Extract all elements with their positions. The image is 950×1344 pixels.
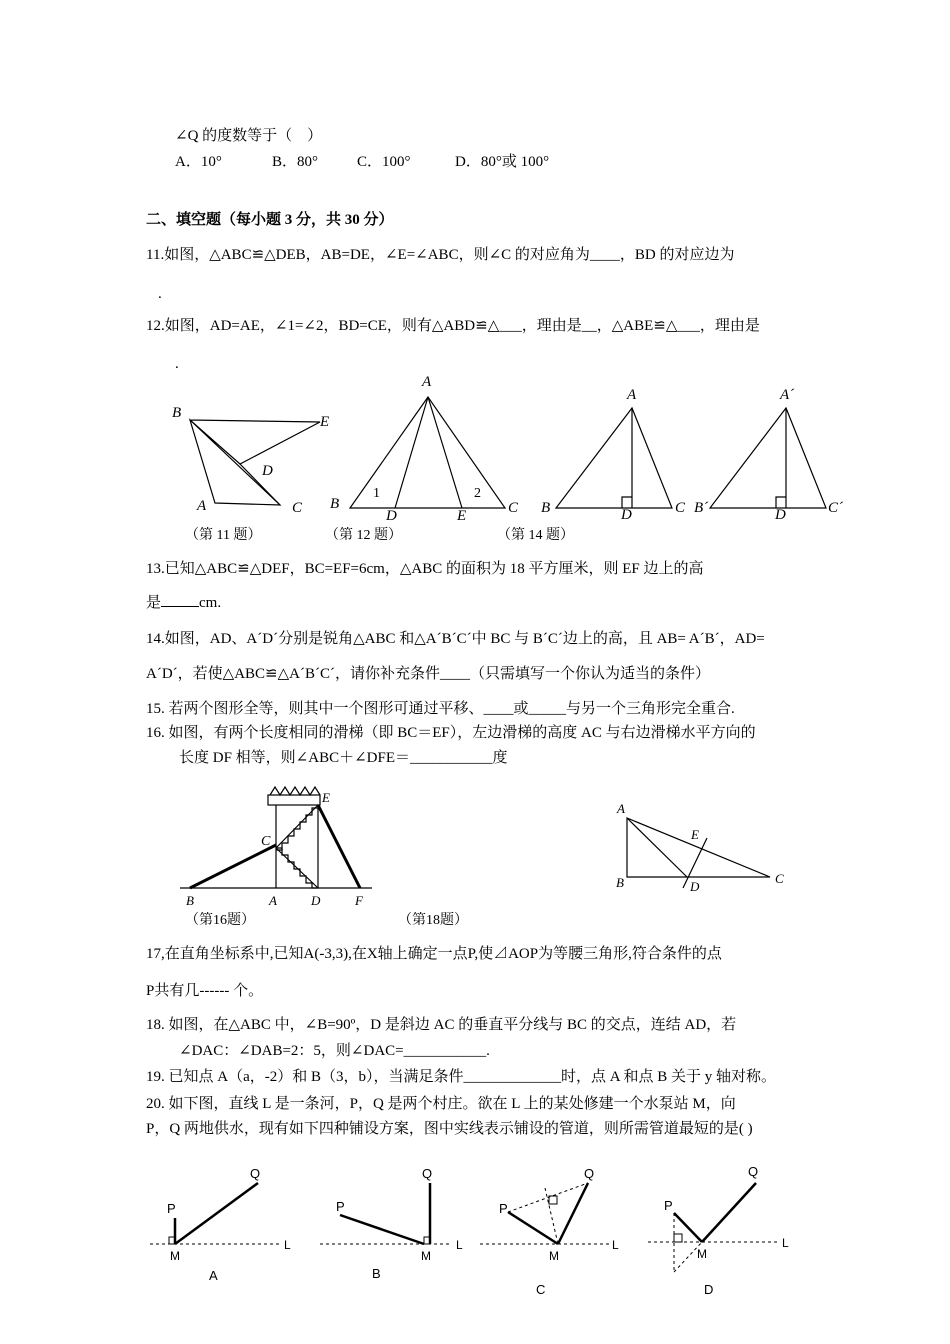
fig20-option-c-label: C: [536, 1282, 546, 1297]
fig16-label-d: D: [311, 893, 321, 908]
fig12-label-1: 1: [373, 486, 380, 501]
q14-line2: A´D´，若使△ABC≌△A´B´C´，请你补充条件____（只需填写一个你认为适当的条件）: [146, 666, 710, 682]
fig12-label-2: 2: [474, 486, 481, 501]
fig16-label-c: C: [261, 834, 271, 849]
fig18-label-c: C: [775, 871, 784, 886]
q16-line2: 长度 DF 相等，则∠ABC＋∠DFE＝___________度: [179, 750, 508, 766]
fig20-b-l: L: [456, 1238, 463, 1252]
fig11-label-e: E: [320, 414, 330, 430]
fig20-c-m: M: [549, 1249, 559, 1263]
q20-line2: P，Q 两地供水，现有如下四种铺设方案，图中实线表示铺设的管道，则所需管道最短的是( ): [146, 1121, 753, 1137]
fig14a-label-b: B: [541, 500, 551, 516]
q19-text: 19. 已知点 A（a，-2）和 B（3，b），当满足条件_____________时，点 A 和点 B 关于 y 轴对称。: [146, 1069, 777, 1085]
q10-option-d: D．80°或 100°: [455, 154, 550, 170]
fig11-label-a: A: [197, 498, 207, 514]
q10-option-c: C．100°: [357, 154, 411, 170]
fig14b-label-b: B´: [694, 500, 709, 516]
fig20-option-d-diagram: [648, 1183, 778, 1272]
section-2-heading: 二、填空题（每小题 3 分，共 30 分）: [146, 212, 394, 228]
q17-line1: 17,在直角坐标系中,已知A(-3,3),在X轴上确定一点P,使⊿AOP为等腰三角形,符合条件的点: [146, 946, 722, 962]
fig14b-label-a: A´: [780, 387, 795, 403]
fig14a-label-a: A: [627, 387, 637, 403]
fig20-c-p: P: [499, 1201, 508, 1216]
q10-option-a: A．10°: [175, 154, 222, 170]
q17-line2: P共有几------ 个。: [146, 983, 264, 999]
fig20-b-m: M: [421, 1249, 431, 1263]
q10-stem: ∠Q 的度数等于（ ）: [175, 128, 323, 144]
q16-line1: 16. 如图，有两个长度相同的滑梯（即 BC＝EF），左边滑梯的高度 AC 与右边滑梯水平方向的: [146, 725, 756, 741]
fig18-label-d: D: [690, 879, 700, 894]
fig16-label-b: B: [186, 893, 194, 908]
fig20-b-q: Q: [422, 1166, 433, 1181]
fig12-label-a: A: [422, 374, 432, 390]
q10-option-b: B．80°: [272, 154, 319, 170]
fig16-label-a: A: [269, 893, 277, 908]
q12-line2: .: [175, 356, 179, 372]
fig12-caption: （第 12 题）: [325, 528, 402, 543]
fig12-label-e: E: [457, 508, 467, 524]
q13-line1: 13.已知△ABC≌△DEF，BC=EF=6cm，△ABC 的面积为 18 平方厘米，则 EF 边上的高: [146, 561, 704, 577]
fig11-label-b: B: [172, 405, 182, 421]
fig14b-label-c: C´: [828, 500, 843, 516]
fig16-caption: （第16题）: [185, 913, 255, 928]
fig14-caption: （第 14 题）: [497, 528, 574, 543]
fig18-label-e: E: [691, 827, 699, 842]
fig20-option-b-label: B: [372, 1266, 381, 1281]
fig12-label-d: D: [386, 508, 397, 524]
fig20-c-l: L: [612, 1238, 619, 1252]
q15-text: 15. 若两个图形全等，则其中一个图形可通过平移、____或_____与另一个三角形完全重合.: [146, 701, 735, 717]
fig20-d-l: L: [782, 1236, 789, 1250]
fig16-label-f: F: [355, 893, 363, 908]
fig16-label-e: E: [322, 790, 330, 805]
q11-line1: 11.如图，△ABC≌△DEB，AB=DE，∠E=∠ABC，则∠C 的对应角为____，BD 的对应边为: [146, 247, 735, 263]
q13-line2: 是 cm.: [146, 592, 221, 614]
fig20-a-p: P: [167, 1201, 176, 1216]
fig11-caption: （第 11 题）: [185, 528, 262, 543]
q18-line1: 18. 如图，在△ABC 中，∠B=90º，D 是斜边 AC 的垂直平分线与 BC 的交点，连结 AD，若: [146, 1017, 737, 1033]
fig20-d-m: M: [697, 1247, 707, 1261]
fig20-c-q: Q: [584, 1166, 595, 1181]
fig18-label-b: B: [616, 875, 624, 890]
fig20-b-p: P: [336, 1199, 345, 1214]
fig14b-label-d: D: [775, 507, 786, 523]
fig18-label-a: A: [617, 801, 625, 816]
q14-line1: 14.如图，AD、A´D´分别是锐角△ABC 和△A´B´C´中 BC 与 B´C´边上的高，且 AB= A´B´，AD=: [146, 631, 765, 647]
fig20-option-d-label: D: [704, 1282, 714, 1297]
fig12-label-c: C: [508, 500, 519, 516]
q11-line2: .: [158, 286, 162, 302]
fig20-a-q: Q: [250, 1166, 261, 1181]
fig11-label-d: D: [262, 463, 273, 479]
fig20-d-p: P: [664, 1198, 673, 1213]
fig20-d-q: Q: [748, 1164, 759, 1179]
fig18-caption: （第18题）: [398, 913, 468, 928]
fig14a-label-d: D: [621, 507, 632, 523]
fig20-a-l: L: [284, 1238, 291, 1252]
fig14a-label-c: C: [675, 500, 686, 516]
q20-line1: 20. 如下图，直线 L 是一条河，P，Q 是两个村庄。欲在 L 上的某处修建一个水泵站 M，向: [146, 1096, 736, 1112]
fig20-option-a-label: A: [209, 1268, 218, 1283]
fig12-label-b: B: [330, 496, 340, 512]
fig11-label-c: C: [292, 500, 303, 516]
q12-line1: 12.如图，AD=AE，∠1=∠2，BD=CE，则有△ABD≌△___，理由是__，△ABE≌△___，理由是: [146, 318, 760, 334]
fig20-a-m: M: [170, 1249, 180, 1263]
q18-line2: ∠DAC：∠DAB=2：5，则∠DAC=___________.: [179, 1043, 490, 1059]
